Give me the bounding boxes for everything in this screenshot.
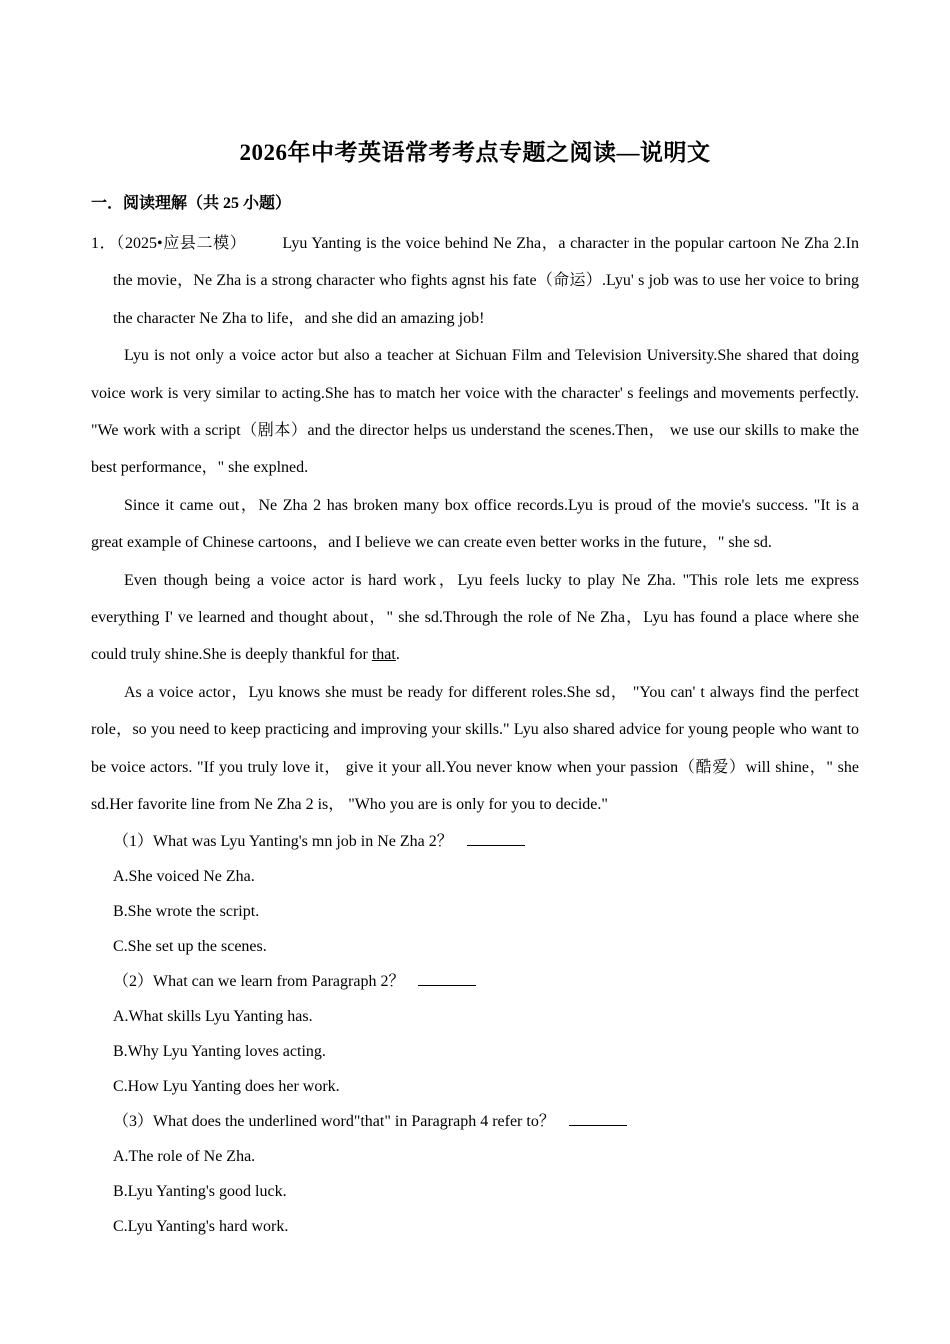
paragraph-4 bbox=[91, 562, 859, 674]
option-b: B.Why Lyu Yanting loves acting. bbox=[113, 1042, 326, 1060]
option-b: B.She wrote the script. bbox=[113, 902, 260, 920]
option-c: C.Lyu Yanting's hard work. bbox=[113, 1217, 289, 1235]
sub-question-1 bbox=[91, 824, 859, 859]
option-a: A.The role of Ne Zha. bbox=[113, 1147, 256, 1165]
sub-question-3 bbox=[91, 1104, 859, 1139]
question-source: （2025•应县二模） bbox=[116, 235, 247, 252]
answer-blank[interactable] bbox=[569, 1111, 627, 1126]
sub-question-2 bbox=[91, 964, 859, 999]
sub-question-prompt: （1）What was Lyu Yanting's mn job in Ne Zha 2？ bbox=[113, 832, 453, 850]
sub-question-prompt: （2）What can we learn from Paragraph 2？ bbox=[113, 972, 405, 990]
answer-blank[interactable] bbox=[418, 971, 476, 986]
paragraph-1-text: Lyu Yanting is the voice behind Ne Zha，a character in the popular cartoon Ne Zha 2.In the movie，Ne Zha is a strong character who fights agnst his fate（命运）.Lyu' s job was to use her voice to bring the character Ne Zha to life，and she did an amazing job! bbox=[113, 235, 859, 327]
answer-blank[interactable] bbox=[467, 831, 525, 846]
question-number: 1． bbox=[91, 235, 117, 252]
option-c: C.How Lyu Yanting does her work. bbox=[113, 1077, 340, 1095]
page-title: 2026年中考英语常考考点专题之阅读—说明文 bbox=[239, 140, 711, 165]
question-1 bbox=[91, 225, 859, 1244]
paragraph-5: As a voice actor，Lyu knows she must be ready for different roles.She sd， "You can' t always find the perfect role，so you need to keep practicing and improving your skills." Lyu also shared advice for young people who want to be voice actors. "If you truly love it， give it your all.You never know when your passion（酷爱）will shine，" she sd.Her favorite line from Ne Zha 2 is， "Who you are is only for you to decide." bbox=[91, 683, 859, 814]
underlined-word: that bbox=[371, 646, 396, 664]
option-a: A.What skills Lyu Yanting has. bbox=[113, 1007, 313, 1025]
section-heading: 一．阅读理解（共 25 小题） bbox=[91, 195, 292, 212]
paragraph-4-text: Even though being a voice actor is hard work，Lyu feels lucky to play Ne Zha. "This role lets me express everything I' ve learned and thought about，" she sd.Through the role of Ne Zha，Lyu has found a place where she could truly shine.She is deeply thankful for bbox=[91, 571, 859, 664]
sub-question-prompt: （3）What does the underlined word"that" in Paragraph 4 refer to？ bbox=[113, 1112, 555, 1130]
option-c: C.She set up the scenes. bbox=[113, 937, 267, 955]
question-1-paragraph-1 bbox=[91, 225, 859, 337]
paragraph-4-end: . bbox=[395, 646, 400, 664]
option-b: B.Lyu Yanting's good luck. bbox=[113, 1182, 287, 1200]
option-a: A.She voiced Ne Zha. bbox=[113, 867, 255, 885]
paragraph-2: Lyu is not only a voice actor but also a teacher at Sichuan Film and Television University.She shared that doing voice work is very similar to acting.She has to match her voice with the character' s feelings and movements perfectly. "We work with a script（剧本）and the director helps us understand the scenes.Then， we use our skills to make the best performance，" she explned. bbox=[91, 347, 859, 477]
paragraph-3: Since it came out，Ne Zha 2 has broken many box office records.Lyu is proud of the movie's success. "It is a great example of Chinese cartoons，and I believe we can create even better works in the future，" she sd. bbox=[91, 496, 859, 552]
